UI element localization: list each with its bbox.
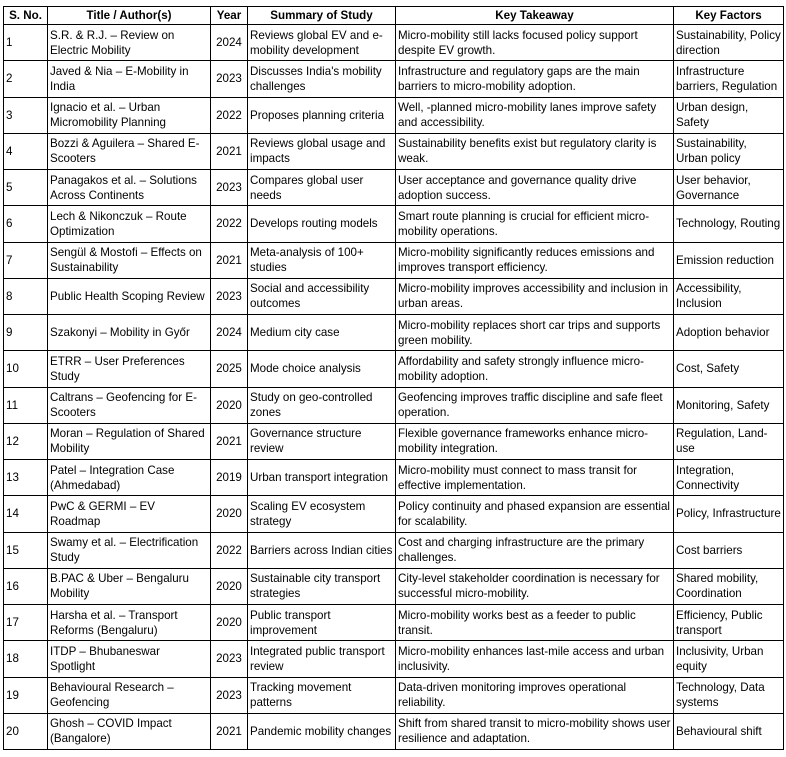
- table-row: [4, 351, 784, 387]
- cell-key-takeaway: Micro-mobility must connect to mass transit for effective implementation.: [396, 460, 674, 496]
- cell-title-authors: B.PAC & Uber – Bengaluru Mobility: [48, 568, 211, 604]
- cell-serial-number: 9: [4, 315, 48, 351]
- cell-year: 2025: [211, 351, 248, 387]
- cell-year: 2022: [211, 206, 248, 242]
- cell-key-factors: Emission reduction: [674, 242, 784, 278]
- cell-title-authors: PwC & GERMI – EV Roadmap: [48, 496, 211, 532]
- table-row: [4, 315, 784, 351]
- cell-title-authors: Sengül & Mostofi – Effects on Sustainability: [48, 242, 211, 278]
- cell-year: 2023: [211, 170, 248, 206]
- cell-serial-number: 7: [4, 242, 48, 278]
- cell-summary: Pandemic mobility changes: [248, 713, 396, 749]
- cell-title-authors: ITDP – Bhubaneswar Spotlight: [48, 641, 211, 677]
- cell-key-takeaway: Geofencing improves traffic discipline and safe fleet operation.: [396, 387, 674, 423]
- header-key-factors: Key Factors: [674, 7, 784, 25]
- cell-key-factors: Adoption behavior: [674, 315, 784, 351]
- cell-title-authors: Harsha et al. – Transport Reforms (Bengaluru): [48, 605, 211, 641]
- cell-title-authors: Lech & Nikonczuk – Route Optimization: [48, 206, 211, 242]
- cell-summary: Barriers across Indian cities: [248, 532, 396, 568]
- cell-key-factors: Integration, Connectivity: [674, 460, 784, 496]
- cell-key-takeaway: City-level stakeholder coordination is necessary for successful micro-mobility.: [396, 568, 674, 604]
- cell-key-factors: Behavioural shift: [674, 713, 784, 749]
- cell-title-authors: Behavioural Research – Geofencing: [48, 677, 211, 713]
- cell-title-authors: Ghosh – COVID Impact (Bangalore): [48, 713, 211, 749]
- cell-year: 2022: [211, 97, 248, 133]
- cell-year: 2020: [211, 605, 248, 641]
- cell-summary: Develops routing models: [248, 206, 396, 242]
- cell-key-factors: Infrastructure barriers, Regulation: [674, 61, 784, 97]
- cell-serial-number: 4: [4, 133, 48, 169]
- table-header-row: [4, 7, 784, 25]
- header-key-takeaway: Key Takeaway: [396, 7, 674, 25]
- table-row: [4, 713, 784, 749]
- cell-key-factors: Efficiency, Public transport: [674, 605, 784, 641]
- table-row: [4, 387, 784, 423]
- cell-year: 2020: [211, 387, 248, 423]
- cell-title-authors: Panagakos et al. – Solutions Across Continents: [48, 170, 211, 206]
- cell-key-takeaway: Micro-mobility significantly reduces emissions and improves transport efficiency.: [396, 242, 674, 278]
- cell-key-takeaway: Micro-mobility works best as a feeder to public transit.: [396, 605, 674, 641]
- cell-key-factors: Inclusivity, Urban equity: [674, 641, 784, 677]
- table-row: [4, 206, 784, 242]
- table-row: [4, 641, 784, 677]
- cell-summary: Mode choice analysis: [248, 351, 396, 387]
- cell-summary: Medium city case: [248, 315, 396, 351]
- cell-year: 2021: [211, 713, 248, 749]
- cell-year: 2020: [211, 568, 248, 604]
- table-row: [4, 677, 784, 713]
- cell-title-authors: S.R. & R.J. – Review on Electric Mobility: [48, 25, 211, 61]
- cell-serial-number: 13: [4, 460, 48, 496]
- cell-year: 2023: [211, 677, 248, 713]
- cell-key-factors: User behavior, Governance: [674, 170, 784, 206]
- cell-year: 2023: [211, 641, 248, 677]
- table-row: [4, 25, 784, 61]
- cell-key-takeaway: Micro-mobility still lacks focused policy support despite EV growth.: [396, 25, 674, 61]
- header-year: Year: [211, 7, 248, 25]
- header-summary: Summary of Study: [248, 7, 396, 25]
- cell-key-factors: Technology, Routing: [674, 206, 784, 242]
- cell-summary: Reviews global usage and impacts: [248, 133, 396, 169]
- cell-key-takeaway: User acceptance and governance quality drive adoption success.: [396, 170, 674, 206]
- cell-serial-number: 20: [4, 713, 48, 749]
- table-row: [4, 242, 784, 278]
- cell-key-takeaway: Well, -planned micro-mobility lanes improve safety and accessibility.: [396, 97, 674, 133]
- cell-serial-number: 18: [4, 641, 48, 677]
- cell-summary: Compares global user needs: [248, 170, 396, 206]
- table-row: [4, 278, 784, 314]
- cell-title-authors: Szakonyi – Mobility in Győr: [48, 315, 211, 351]
- cell-serial-number: 14: [4, 496, 48, 532]
- cell-summary: Discusses India's mobility challenges: [248, 61, 396, 97]
- cell-serial-number: 1: [4, 25, 48, 61]
- cell-key-takeaway: Cost and charging infrastructure are the primary challenges.: [396, 532, 674, 568]
- cell-key-factors: Cost, Safety: [674, 351, 784, 387]
- table-row: [4, 496, 784, 532]
- literature-review-table: [3, 6, 784, 750]
- cell-title-authors: Ignacio et al. – Urban Micromobility Planning: [48, 97, 211, 133]
- cell-year: 2024: [211, 315, 248, 351]
- cell-title-authors: Patel – Integration Case (Ahmedabad): [48, 460, 211, 496]
- cell-serial-number: 12: [4, 423, 48, 459]
- table-body: [4, 25, 784, 750]
- cell-serial-number: 11: [4, 387, 48, 423]
- cell-year: 2021: [211, 133, 248, 169]
- cell-key-factors: Regulation, Land-use: [674, 423, 784, 459]
- cell-summary: Scaling EV ecosystem strategy: [248, 496, 396, 532]
- cell-key-takeaway: Infrastructure and regulatory gaps are the main barriers to micro-mobility adoption.: [396, 61, 674, 97]
- cell-serial-number: 5: [4, 170, 48, 206]
- table-row: [4, 133, 784, 169]
- cell-title-authors: Javed & Nia – E-Mobility in India: [48, 61, 211, 97]
- cell-summary: Reviews global EV and e-mobility development: [248, 25, 396, 61]
- cell-key-takeaway: Micro-mobility enhances last-mile access and urban inclusivity.: [396, 641, 674, 677]
- cell-year: 2024: [211, 25, 248, 61]
- cell-summary: Governance structure review: [248, 423, 396, 459]
- cell-serial-number: 6: [4, 206, 48, 242]
- cell-serial-number: 8: [4, 278, 48, 314]
- cell-key-takeaway: Flexible governance frameworks enhance micro-mobility integration.: [396, 423, 674, 459]
- cell-year: 2019: [211, 460, 248, 496]
- cell-summary: Sustainable city transport strategies: [248, 568, 396, 604]
- cell-key-factors: Shared mobility, Coordination: [674, 568, 784, 604]
- cell-summary: Social and accessibility outcomes: [248, 278, 396, 314]
- cell-title-authors: Moran – Regulation of Shared Mobility: [48, 423, 211, 459]
- header-title-authors: Title / Author(s): [48, 7, 211, 25]
- cell-key-factors: Monitoring, Safety: [674, 387, 784, 423]
- cell-key-factors: Technology, Data systems: [674, 677, 784, 713]
- cell-serial-number: 16: [4, 568, 48, 604]
- cell-key-takeaway: Sustainability benefits exist but regulatory clarity is weak.: [396, 133, 674, 169]
- cell-key-takeaway: Policy continuity and phased expansion are essential for scalability.: [396, 496, 674, 532]
- cell-year: 2023: [211, 61, 248, 97]
- cell-year: 2021: [211, 423, 248, 459]
- cell-key-takeaway: Data-driven monitoring improves operational reliability.: [396, 677, 674, 713]
- cell-serial-number: 15: [4, 532, 48, 568]
- cell-summary: Meta-analysis of 100+ studies: [248, 242, 396, 278]
- table-row: [4, 605, 784, 641]
- cell-key-factors: Sustainability, Policy direction: [674, 25, 784, 61]
- table-row: [4, 532, 784, 568]
- cell-key-factors: Cost barriers: [674, 532, 784, 568]
- cell-key-takeaway: Micro-mobility replaces short car trips and supports green mobility.: [396, 315, 674, 351]
- cell-serial-number: 17: [4, 605, 48, 641]
- cell-year: 2023: [211, 278, 248, 314]
- cell-key-takeaway: Shift from shared transit to micro-mobility shows user resilience and adaptation.: [396, 713, 674, 749]
- header-serial-number: S. No.: [4, 7, 48, 25]
- cell-title-authors: ETRR – User Preferences Study: [48, 351, 211, 387]
- cell-key-factors: Sustainability, Urban policy: [674, 133, 784, 169]
- cell-year: 2022: [211, 532, 248, 568]
- table-row: [4, 460, 784, 496]
- cell-title-authors: Bozzi & Aguilera – Shared E-Scooters: [48, 133, 211, 169]
- cell-key-takeaway: Affordability and safety strongly influence micro-mobility adoption.: [396, 351, 674, 387]
- cell-title-authors: Public Health Scoping Review: [48, 278, 211, 314]
- cell-key-factors: Policy, Infrastructure: [674, 496, 784, 532]
- cell-key-factors: Accessibility, Inclusion: [674, 278, 784, 314]
- cell-summary: Public transport improvement: [248, 605, 396, 641]
- cell-title-authors: Swamy et al. – Electrification Study: [48, 532, 211, 568]
- cell-serial-number: 2: [4, 61, 48, 97]
- cell-serial-number: 19: [4, 677, 48, 713]
- cell-summary: Urban transport integration: [248, 460, 396, 496]
- cell-summary: Proposes planning criteria: [248, 97, 396, 133]
- table-row: [4, 97, 784, 133]
- table-row: [4, 423, 784, 459]
- cell-key-takeaway: Smart route planning is crucial for efficient micro-mobility operations.: [396, 206, 674, 242]
- cell-year: 2021: [211, 242, 248, 278]
- cell-summary: Tracking movement patterns: [248, 677, 396, 713]
- table-row: [4, 170, 784, 206]
- cell-serial-number: 10: [4, 351, 48, 387]
- cell-key-factors: Urban design, Safety: [674, 97, 784, 133]
- cell-key-takeaway: Micro-mobility improves accessibility and inclusion in urban areas.: [396, 278, 674, 314]
- cell-serial-number: 3: [4, 97, 48, 133]
- cell-summary: Study on geo-controlled zones: [248, 387, 396, 423]
- table-row: [4, 568, 784, 604]
- table-row: [4, 61, 784, 97]
- cell-year: 2020: [211, 496, 248, 532]
- cell-summary: Integrated public transport review: [248, 641, 396, 677]
- cell-title-authors: Caltrans – Geofencing for E-Scooters: [48, 387, 211, 423]
